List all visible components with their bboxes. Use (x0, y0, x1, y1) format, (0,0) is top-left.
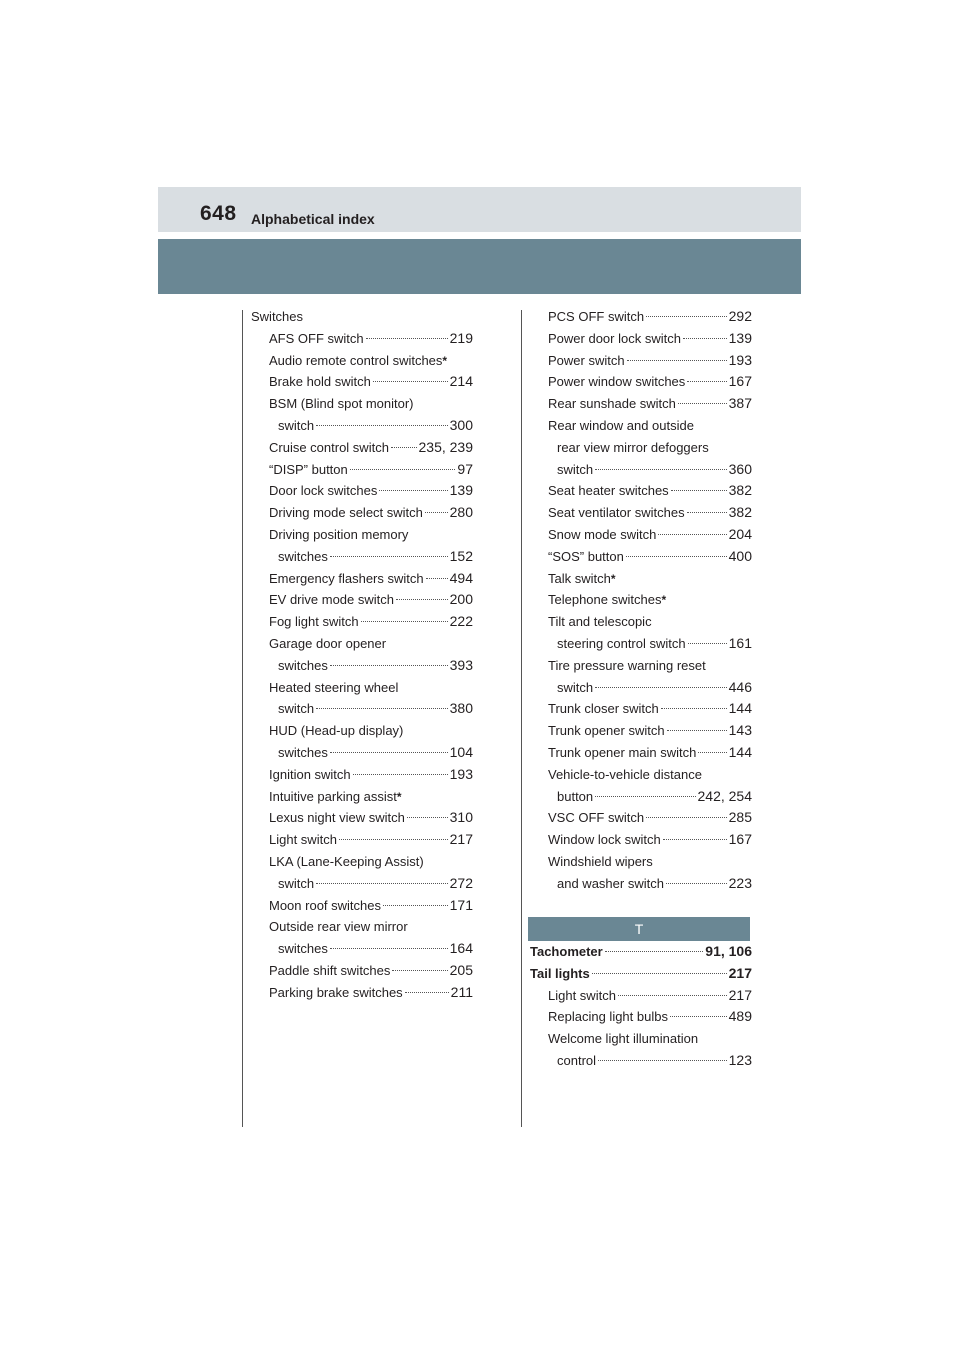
dot-leader (366, 338, 448, 339)
dot-leader (330, 556, 448, 557)
index-entry-label: switch (278, 875, 315, 891)
section-letter-bar (528, 917, 750, 941)
index-entry-label: LKA (Lane-Keeping Assist) (269, 853, 424, 869)
dot-leader (618, 995, 727, 996)
section-letter: T (634, 921, 644, 937)
index-entry-label: Vehicle-to-vehicle distance (548, 766, 702, 782)
index-entry-page: 280 (449, 504, 473, 521)
dot-leader (379, 490, 447, 491)
dot-leader (396, 599, 448, 600)
index-entry-page: 387 (728, 395, 752, 412)
index-entry-label: Moon roof switches (269, 897, 381, 913)
index-entry-page: 219 (449, 329, 473, 346)
index-entry-label: Snow mode switch (548, 526, 657, 542)
dot-leader (595, 469, 727, 470)
index-entry-label: Window lock switch (548, 832, 661, 848)
index-entry-page: 380 (449, 700, 473, 717)
dot-leader (698, 752, 726, 753)
index-entry (530, 764, 752, 786)
index-entry-label: switches (278, 941, 328, 957)
index-entry (251, 611, 473, 633)
index-entry-label: Power switch (548, 352, 625, 368)
index-entry-page: 446 (728, 678, 752, 695)
index-entry-label: Door lock switches (269, 483, 378, 499)
index-entry (251, 524, 473, 546)
index-entry-label: “SOS” button (548, 548, 624, 564)
index-entry-label: rear view mirror defoggers (557, 439, 709, 455)
index-entry (251, 873, 473, 895)
index-entry-label: Cruise control switch (269, 439, 389, 455)
index-entry-page: 164 (449, 940, 473, 957)
index-entry (530, 371, 752, 393)
index-entry-page: 143 (728, 722, 752, 739)
index-entry (251, 393, 473, 415)
dot-leader (595, 796, 695, 797)
index-entry (251, 742, 473, 764)
index-entry-label: Brake hold switch (269, 374, 371, 390)
index-entry (530, 393, 752, 415)
index-entry-page: 167 (728, 831, 752, 848)
index-entry-label: Tachometer (530, 944, 603, 959)
index-column-right-t (530, 941, 752, 1072)
index-entry (251, 829, 473, 851)
index-entry (530, 611, 752, 633)
index-entry-label: Trunk closer switch (548, 701, 659, 717)
index-entry: Telephone switches * (530, 589, 752, 611)
dot-leader (361, 621, 448, 622)
index-entry-label: Power door lock switch (548, 330, 681, 346)
index-entry-page: 97 (457, 460, 473, 477)
index-entry (251, 371, 473, 393)
index-entry-label: EV drive mode switch (269, 592, 394, 608)
index-entry-label: Parking brake switches (269, 984, 403, 1000)
index-entry (251, 764, 473, 786)
dot-leader (663, 839, 727, 840)
dot-leader (646, 316, 727, 317)
index-entry (251, 306, 473, 328)
index-entry-label: Seat ventilator switches (548, 505, 685, 521)
index-entry (530, 829, 752, 851)
dot-leader (339, 839, 448, 840)
index-column-left (251, 306, 473, 1004)
index-entry-label: HUD (Head-up display) (269, 723, 404, 739)
index-entry: Talk switch * (530, 568, 752, 590)
index-entry-label: Trunk opener main switch (548, 744, 697, 760)
index-entry-page: 167 (728, 373, 752, 390)
index-entry (251, 916, 473, 938)
dot-leader (592, 973, 727, 974)
index-entry (530, 502, 752, 524)
index-entry-page: 489 (728, 1008, 752, 1025)
index-entry-page: 235, 239 (418, 438, 473, 455)
index-entry-page: 285 (728, 809, 752, 826)
index-entry-page: 200 (449, 591, 473, 608)
dot-leader (678, 403, 727, 404)
index-entry-page: 494 (449, 569, 473, 586)
index-entry-label: Light switch (269, 832, 337, 848)
dot-leader (627, 360, 727, 361)
dot-leader (316, 883, 448, 884)
dot-leader (671, 490, 727, 491)
index-entry-label: Audio remote control switches (269, 352, 443, 368)
dot-leader (330, 665, 448, 666)
index-column-right (530, 306, 752, 895)
page-title: Alphabetical index (251, 211, 375, 227)
index-entry (251, 677, 473, 699)
dot-leader (598, 1060, 727, 1061)
index-entry-page: 139 (449, 482, 473, 499)
index-entry-label: switches (278, 744, 328, 760)
index-entry (251, 546, 473, 568)
index-entry-label: Rear window and outside (548, 417, 694, 433)
index-entry-page: 214 (449, 373, 473, 390)
page-number: 648 (200, 202, 237, 225)
index-entry (251, 437, 473, 459)
index-entry-label: Telephone switches (548, 592, 662, 608)
index-entry-page: 217 (728, 964, 752, 981)
index-entry (530, 941, 752, 963)
index-entry-page: 382 (728, 504, 752, 521)
index-entry (530, 480, 752, 502)
index-entry (530, 1050, 752, 1072)
index-entry (251, 851, 473, 873)
index-entry-label: switch (557, 679, 594, 695)
index-entry (530, 328, 752, 350)
dot-leader (392, 970, 447, 971)
dot-leader (667, 730, 727, 731)
index-entry-page: 360 (728, 460, 752, 477)
index-entry-label: switches (278, 548, 328, 564)
index-entry (251, 502, 473, 524)
index-entry-label: control (557, 1052, 597, 1068)
dot-leader (353, 774, 448, 775)
index-entry (251, 960, 473, 982)
column-rule-left (242, 310, 243, 1127)
dot-leader (426, 578, 448, 579)
index-entry-page: 310 (449, 809, 473, 826)
index-entry-page: 217 (449, 831, 473, 848)
index-entry-page: 91, 106 (705, 943, 752, 959)
index-entry-page: 393 (449, 656, 473, 673)
index-entry-page: 272 (449, 874, 473, 891)
dot-leader (350, 469, 456, 470)
index-entry (251, 807, 473, 829)
index-entry (251, 895, 473, 917)
index-entry (530, 1006, 752, 1028)
index-entry (251, 720, 473, 742)
index-entry (530, 437, 752, 459)
index-entry (530, 963, 752, 985)
dot-leader (687, 381, 726, 382)
index-entry-page: 223 (728, 874, 752, 891)
dot-leader (661, 708, 727, 709)
dot-leader (391, 447, 417, 448)
index-entry-label: steering control switch (557, 635, 686, 651)
dot-leader (683, 338, 727, 339)
index-entry-label: Lexus night view switch (269, 810, 405, 826)
index-entry (251, 633, 473, 655)
index-entry: Audio remote control switches * (251, 350, 473, 372)
index-entry (530, 742, 752, 764)
index-entry (530, 807, 752, 829)
index-entry-page: 152 (449, 547, 473, 564)
index-entry: Intuitive parking assist * (251, 786, 473, 808)
dot-leader (383, 905, 448, 906)
index-entry (530, 415, 752, 437)
index-entry-label: Ignition switch (269, 766, 351, 782)
index-entry (530, 1028, 752, 1050)
index-entry (251, 459, 473, 481)
index-entry-label: Replacing light bulbs (548, 1009, 668, 1025)
index-entry (251, 982, 473, 1004)
index-entry-label: “DISP” button (269, 461, 348, 477)
index-entry-page: 123 (728, 1051, 752, 1068)
index-entry (251, 328, 473, 350)
dot-leader (670, 1016, 727, 1017)
dot-leader (658, 534, 726, 535)
index-entry-label: Trunk opener switch (548, 723, 665, 739)
index-entry (530, 851, 752, 873)
dot-leader (425, 512, 448, 513)
index-entry-label: Tail lights (530, 965, 590, 981)
index-entry (530, 786, 752, 808)
index-entry (251, 589, 473, 611)
index-entry-page: 205 (449, 961, 473, 978)
dot-leader (316, 425, 448, 426)
index-entry-label: Welcome light illumination (548, 1031, 699, 1047)
dot-leader (605, 951, 704, 952)
index-entry-label: Intuitive parking assist (269, 788, 397, 804)
index-entry-page: 161 (728, 634, 752, 651)
index-entry-page: 217 (728, 986, 752, 1003)
index-entry (530, 546, 752, 568)
index-entry (530, 873, 752, 895)
dot-leader (405, 992, 449, 993)
index-entry-label: Windshield wipers (548, 853, 653, 869)
index-entry-label: Seat heater switches (548, 483, 669, 499)
index-entry-label: Tilt and telescopic (548, 614, 652, 630)
index-entry-page: 144 (728, 743, 752, 760)
dot-leader (330, 948, 448, 949)
index-entry-page: 400 (728, 547, 752, 564)
index-entry-page: 292 (728, 308, 752, 324)
column-rule-right (521, 310, 522, 1127)
index-entry-page: 204 (728, 525, 752, 542)
index-entry-label: Driving position memory (269, 526, 409, 542)
index-entry (530, 306, 752, 328)
index-entry-label: Power window switches (548, 374, 686, 390)
index-entry (530, 720, 752, 742)
index-entry (251, 938, 473, 960)
index-entry (530, 459, 752, 481)
dot-leader (330, 752, 448, 753)
index-entry-label: Garage door opener (269, 635, 387, 651)
index-entry-page: 193 (449, 765, 473, 782)
dot-leader (688, 643, 727, 644)
dot-leader (626, 556, 727, 557)
index-entry-label: PCS OFF switch (548, 309, 645, 324)
index-entry (530, 350, 752, 372)
index-entry (251, 698, 473, 720)
index-entry-page: 171 (449, 896, 473, 913)
index-entry-label: Driving mode select switch (269, 505, 423, 521)
index-entry-page: 104 (449, 743, 473, 760)
index-entry-label: switch (557, 461, 594, 477)
index-entry-label: VSC OFF switch (548, 810, 645, 826)
index-entry-label: switch (278, 417, 315, 433)
index-entry-page: 382 (728, 482, 752, 499)
index-entry (530, 985, 752, 1007)
index-entry-label: and washer switch (557, 875, 664, 891)
header-band (158, 239, 801, 294)
index-entry-label: Switches (251, 309, 304, 324)
dot-leader (666, 883, 727, 884)
index-entry-page: 139 (728, 329, 752, 346)
index-entry-label: Talk switch (548, 570, 611, 586)
index-entry-page: 144 (728, 700, 752, 717)
index-entry-label: Rear sunshade switch (548, 396, 676, 412)
index-entry-page: 193 (728, 351, 752, 368)
dot-leader (373, 381, 448, 382)
dot-leader (595, 687, 727, 688)
index-entry-label: Paddle shift switches (269, 962, 391, 978)
index-entry-page: 222 (449, 613, 473, 630)
index-entry (530, 698, 752, 720)
index-entry (530, 524, 752, 546)
page-header (158, 187, 801, 232)
index-entry-label: BSM (Blind spot monitor) (269, 396, 414, 412)
index-entry-label: AFS OFF switch (269, 330, 364, 346)
index-entry-label: Emergency flashers switch (269, 570, 424, 586)
index-entry (251, 415, 473, 437)
index-entry-label: Tire pressure warning reset (548, 657, 706, 673)
index-entry (530, 655, 752, 677)
dot-leader (407, 817, 448, 818)
dot-leader (316, 708, 448, 709)
index-entry (251, 655, 473, 677)
index-entry-label: button (557, 788, 594, 804)
index-entry (530, 677, 752, 699)
index-entry (251, 480, 473, 502)
index-entry-page: 300 (449, 416, 473, 433)
index-entry-label: Light switch (548, 987, 616, 1003)
index-entry-label: switch (278, 701, 315, 717)
index-entry-page: 211 (450, 983, 473, 1000)
index-entry-label: Heated steering wheel (269, 679, 399, 695)
index-entry (251, 568, 473, 590)
index-entry-label: Fog light switch (269, 614, 359, 630)
index-entry-label: Outside rear view mirror (269, 919, 408, 935)
index-entry-label: switches (278, 657, 328, 673)
dot-leader (646, 817, 727, 818)
dot-leader (687, 512, 727, 513)
index-entry (530, 633, 752, 655)
index-entry-page: 242, 254 (697, 787, 752, 804)
